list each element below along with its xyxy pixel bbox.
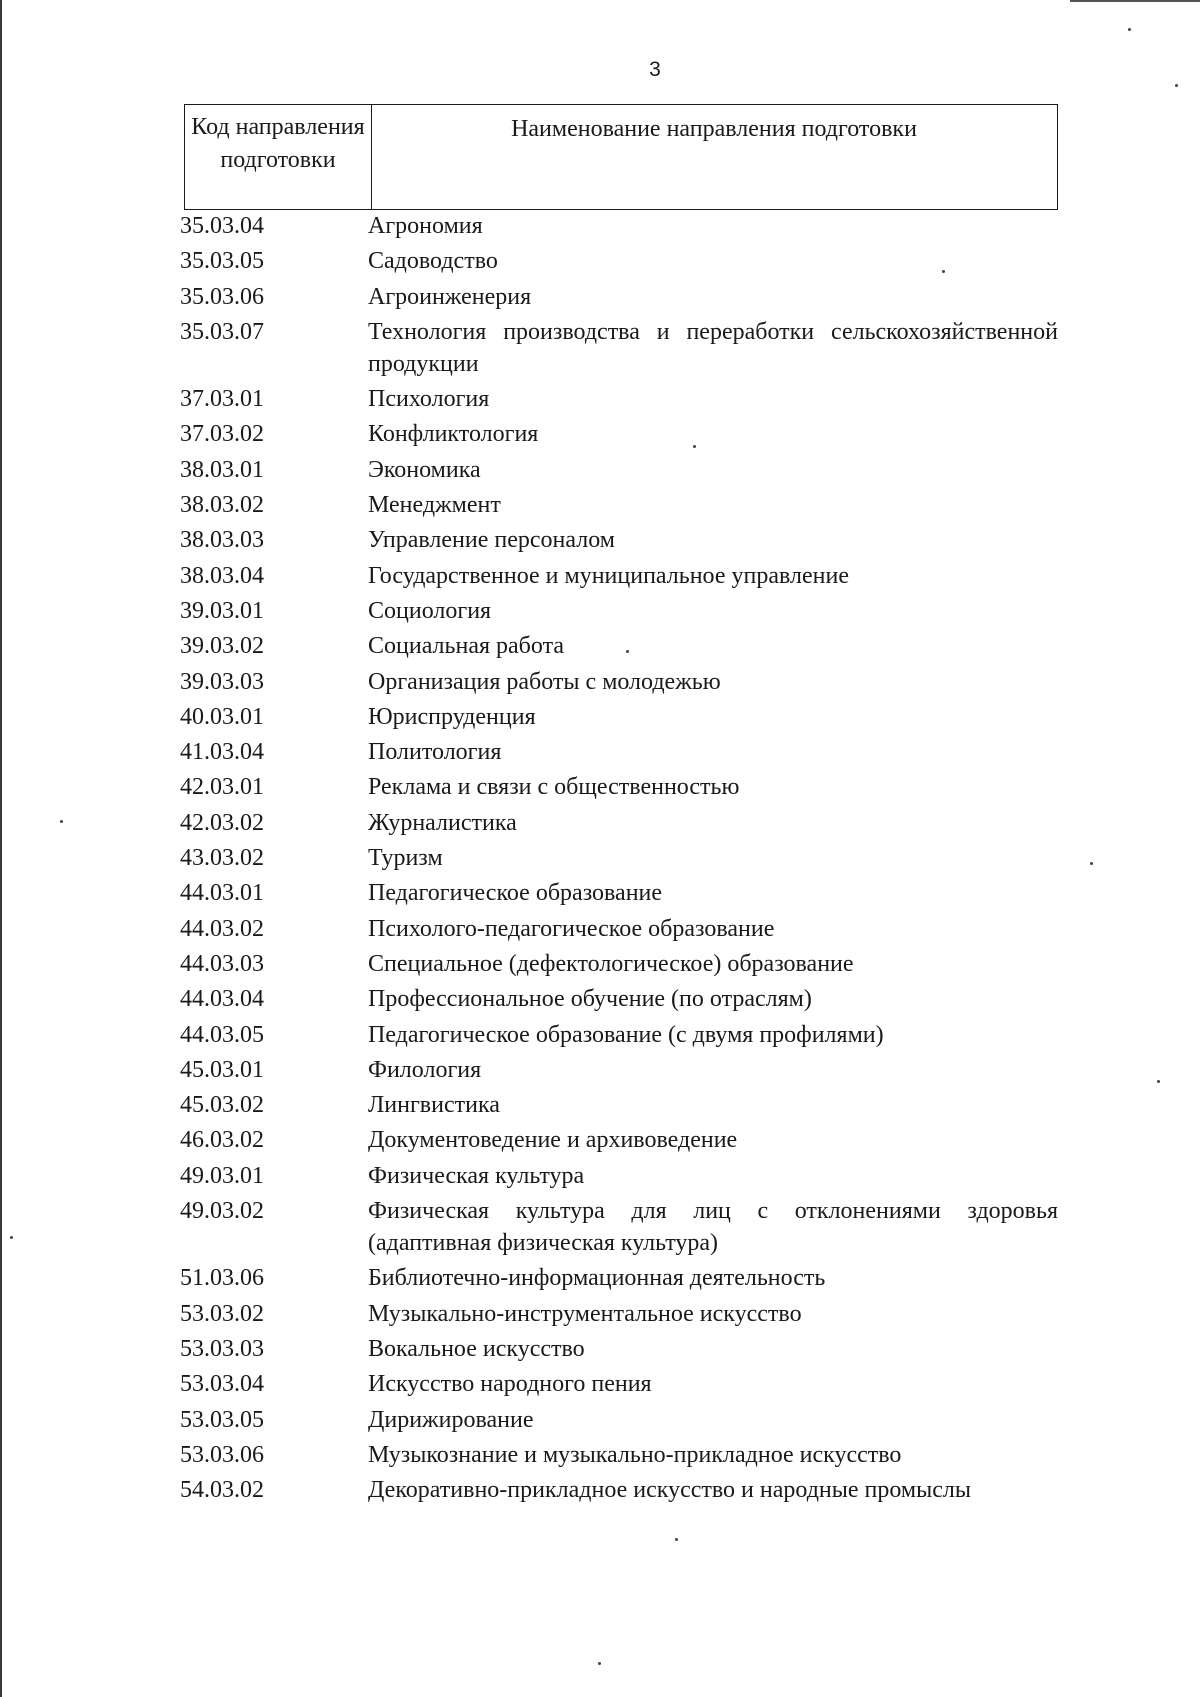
row-name: Управление персоналом [368,527,615,554]
row-name: Лингвистика [368,1092,500,1119]
table-row [0,1474,1200,1506]
scan-speck [675,1538,678,1541]
table-row [0,701,1200,733]
row-code: 39.03.03 [180,668,264,695]
table-row [0,1439,1200,1471]
row-name: Филология [368,1056,482,1083]
table-row [0,245,1200,277]
table-row [0,595,1200,627]
table-row [0,983,1200,1015]
row-name: Агроинженерия [368,283,532,310]
row-code: 44.03.02 [180,915,264,942]
table-row [0,210,1200,242]
row-name: Организация работы с молодежью [368,668,721,695]
scan-speck [1175,84,1178,87]
row-code: 39.03.02 [180,633,264,660]
row-name: Физическая культура [368,1162,585,1189]
row-code: 53.03.03 [180,1335,264,1362]
table-row [0,877,1200,909]
row-code: 38.03.03 [180,527,264,554]
row-name: Профессиональное обучение (по отраслям) [368,986,812,1013]
row-name: Реклама и связи с общественностью [368,774,740,801]
row-name: Технология производства и переработки сельскохозяйственной продукции [368,318,1058,377]
row-code: 40.03.01 [180,703,264,730]
row-code: 38.03.04 [180,562,264,589]
row-name: Библиотечно-информационная деятельность [368,1265,826,1292]
row-code: 42.03.01 [180,774,264,801]
table-row [0,1368,1200,1400]
row-code: 44.03.01 [180,880,264,907]
row-name: Декоративно-прикладное искусство и народные промыслы [368,1477,971,1504]
row-code: 53.03.04 [180,1371,264,1398]
table-body [0,210,1200,1509]
table-row [0,1160,1200,1192]
row-name: Конфликтология [368,421,539,448]
row-code: 46.03.02 [180,1127,264,1154]
table-row [0,1298,1200,1330]
table-row [0,771,1200,803]
table-row [0,524,1200,556]
table-row [0,316,1200,380]
row-name: Музыкознание и музыкально-прикладное искусство [368,1441,902,1468]
table-row [0,454,1200,486]
row-name: Музыкально-инструментальное искусство [368,1300,802,1327]
row-code: 53.03.02 [180,1300,264,1327]
table-row [0,1054,1200,1086]
table-row [0,418,1200,450]
row-code: 45.03.02 [180,1092,264,1119]
row-code: 44.03.04 [180,986,264,1013]
row-name: Социология [368,597,492,624]
row-name: Искусство народного пения [368,1371,652,1398]
row-code: 49.03.01 [180,1162,264,1189]
row-name: Журналистика [368,809,517,836]
table-header [184,104,1058,210]
row-name: Документоведение и архивоведение [368,1127,738,1154]
table-row [0,281,1200,313]
table-row [0,489,1200,521]
row-code: 37.03.01 [180,386,264,413]
table-row [0,630,1200,662]
table-row [0,1262,1200,1294]
table-row [0,666,1200,698]
row-code: 44.03.05 [180,1021,264,1048]
row-code: 38.03.01 [180,456,264,483]
table-row [0,807,1200,839]
row-name: Физическая культура для лиц с отклонениями здоровья (адаптивная физическая культура) [368,1198,1058,1257]
row-code: 45.03.01 [180,1056,264,1083]
row-name: Психология [368,386,490,413]
row-name: Педагогическое образование [368,880,663,907]
row-name: Специальное (дефектологическое) образование [368,950,854,977]
row-name: Социальная работа [368,633,564,660]
scan-speck [598,1662,601,1665]
table-row [0,842,1200,874]
row-code: 53.03.06 [180,1441,264,1468]
row-name: Педагогическое образование (с двумя профилями) [368,1021,884,1048]
table-row [0,1124,1200,1156]
row-code: 37.03.02 [180,421,264,448]
row-code: 38.03.02 [180,492,264,519]
table-row [0,913,1200,945]
row-name: Политология [368,739,502,766]
row-code: 54.03.02 [180,1477,264,1504]
header-name-label: Наименование направления подготовки [511,116,917,142]
row-code: 44.03.03 [180,950,264,977]
row-name: Туризм [368,845,443,872]
row-name: Агрономия [368,213,483,239]
scan-speck [1128,28,1131,31]
row-code: 35.03.07 [180,318,264,345]
row-code: 35.03.04 [180,213,264,239]
row-name: Менеджмент [368,492,501,519]
row-code: 35.03.05 [180,248,264,275]
table-row [0,1019,1200,1051]
table-row [0,1195,1200,1259]
row-code: 35.03.06 [180,283,264,310]
table-row [0,948,1200,980]
header-code-label: Код направления подготовки [191,114,365,173]
row-code: 51.03.06 [180,1265,264,1292]
row-code: 41.03.04 [180,739,264,766]
table-row [0,1333,1200,1365]
row-name: Государственное и муниципальное управление [368,562,849,589]
table-row [0,1404,1200,1436]
table-row [0,560,1200,592]
row-name: Юриспруденция [368,703,536,730]
row-code: 39.03.01 [180,597,264,624]
scan-edge-top [1070,0,1200,2]
page-number: 3 [649,58,661,81]
row-name: Экономика [368,456,481,483]
row-name: Садоводство [368,248,498,275]
table-row [0,383,1200,415]
row-code: 53.03.05 [180,1406,264,1433]
row-code: 43.03.02 [180,845,264,872]
row-code: 42.03.02 [180,809,264,836]
row-name: Вокальное искусство [368,1335,585,1362]
table-row [0,1089,1200,1121]
table-row [0,736,1200,768]
row-name: Дирижирование [368,1406,534,1433]
row-code: 49.03.02 [180,1198,264,1225]
row-name: Психолого-педагогическое образование [368,915,775,942]
